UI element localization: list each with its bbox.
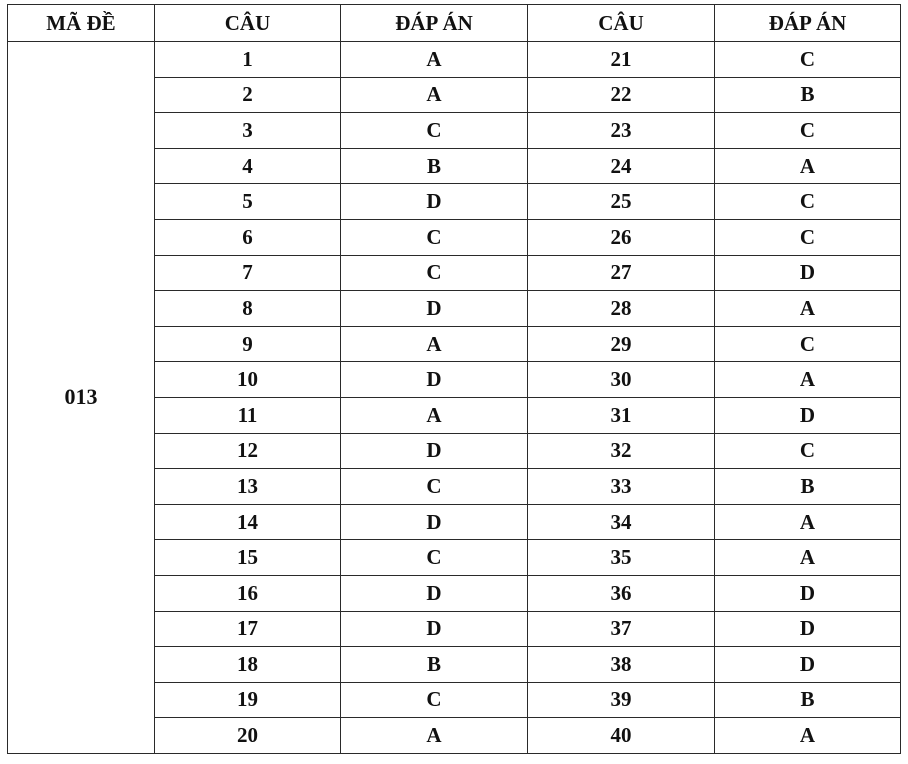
question-number-right: 33 (528, 469, 715, 505)
answer-right: A (715, 291, 901, 327)
question-number-left: 19 (155, 682, 341, 718)
question-number-right: 35 (528, 540, 715, 576)
answer-right: A (715, 718, 901, 754)
question-number-left: 17 (155, 611, 341, 647)
answer-right: C (715, 42, 901, 78)
question-number-right: 21 (528, 42, 715, 78)
exam-code-cell: 013 (8, 42, 155, 754)
answer-key-table (7, 4, 901, 754)
answer-table-body (8, 42, 901, 754)
answer-left: B (341, 647, 528, 683)
question-number-left: 7 (155, 255, 341, 291)
answer-right: A (715, 362, 901, 398)
answer-left: A (341, 77, 528, 113)
question-number-left: 14 (155, 504, 341, 540)
question-number-left: 20 (155, 718, 341, 754)
question-number-left: 11 (155, 397, 341, 433)
question-number-left: 5 (155, 184, 341, 220)
table-row (8, 42, 901, 78)
answer-left: C (341, 113, 528, 149)
header-question-left: CÂU (155, 5, 341, 42)
answer-left: C (341, 255, 528, 291)
question-number-right: 26 (528, 219, 715, 255)
answer-left: D (341, 184, 528, 220)
question-number-right: 39 (528, 682, 715, 718)
answer-left: A (341, 42, 528, 78)
question-number-right: 23 (528, 113, 715, 149)
question-number-right: 25 (528, 184, 715, 220)
answer-right: C (715, 113, 901, 149)
question-number-right: 34 (528, 504, 715, 540)
question-number-left: 6 (155, 219, 341, 255)
answer-right: D (715, 397, 901, 433)
question-number-left: 3 (155, 113, 341, 149)
answer-right: C (715, 184, 901, 220)
question-number-right: 30 (528, 362, 715, 398)
answer-left: D (341, 504, 528, 540)
header-answer-left: ĐÁP ÁN (341, 5, 528, 42)
header-exam-code: MÃ ĐỀ (8, 5, 155, 42)
header-row (8, 5, 901, 42)
question-number-right: 36 (528, 575, 715, 611)
question-number-left: 15 (155, 540, 341, 576)
answer-left: C (341, 219, 528, 255)
question-number-right: 27 (528, 255, 715, 291)
question-number-left: 13 (155, 469, 341, 505)
answer-left: D (341, 291, 528, 327)
question-number-left: 16 (155, 575, 341, 611)
answer-right: B (715, 469, 901, 505)
question-number-left: 2 (155, 77, 341, 113)
answer-right: D (715, 647, 901, 683)
answer-left: D (341, 362, 528, 398)
question-number-right: 40 (528, 718, 715, 754)
question-number-left: 4 (155, 148, 341, 184)
answer-left: C (341, 540, 528, 576)
question-number-right: 28 (528, 291, 715, 327)
answer-right: C (715, 326, 901, 362)
answer-right: A (715, 504, 901, 540)
question-number-right: 38 (528, 647, 715, 683)
answer-left: D (341, 575, 528, 611)
answer-right: D (715, 255, 901, 291)
answer-right: D (715, 611, 901, 647)
question-number-right: 31 (528, 397, 715, 433)
answer-left: B (341, 148, 528, 184)
header-question-right: CÂU (528, 5, 715, 42)
answer-left: D (341, 433, 528, 469)
question-number-right: 32 (528, 433, 715, 469)
answer-left: A (341, 326, 528, 362)
answer-right: A (715, 540, 901, 576)
header-answer-right: ĐÁP ÁN (715, 5, 901, 42)
question-number-left: 18 (155, 647, 341, 683)
question-number-right: 24 (528, 148, 715, 184)
answer-right: C (715, 219, 901, 255)
answer-right: B (715, 682, 901, 718)
answer-right: B (715, 77, 901, 113)
question-number-right: 22 (528, 77, 715, 113)
question-number-left: 12 (155, 433, 341, 469)
answer-right: C (715, 433, 901, 469)
question-number-left: 9 (155, 326, 341, 362)
answer-left: C (341, 469, 528, 505)
question-number-left: 1 (155, 42, 341, 78)
answer-left: D (341, 611, 528, 647)
answer-left: A (341, 397, 528, 433)
answer-left: A (341, 718, 528, 754)
answer-left: C (341, 682, 528, 718)
question-number-right: 37 (528, 611, 715, 647)
answer-right: A (715, 148, 901, 184)
answer-right: D (715, 575, 901, 611)
answer-key-sheet (7, 4, 900, 753)
question-number-left: 8 (155, 291, 341, 327)
question-number-left: 10 (155, 362, 341, 398)
question-number-right: 29 (528, 326, 715, 362)
